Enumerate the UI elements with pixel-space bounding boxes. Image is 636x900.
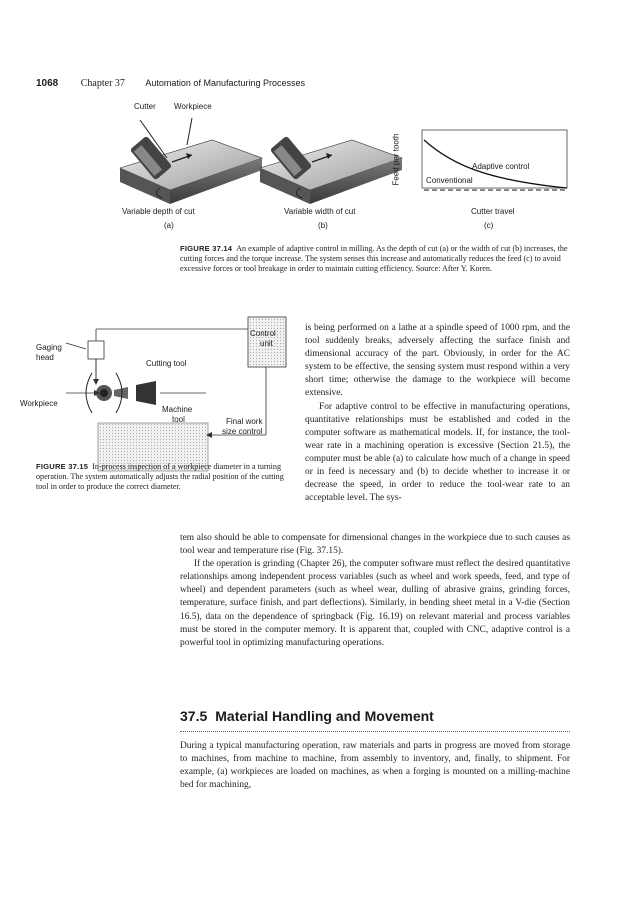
label-feed-per-tooth: Feed per tooth — [391, 133, 401, 186]
paragraph-2: For adaptive control to be effective in manufacturing operations, quantitative relationships must be established and coded in the computer software as mathematical models. If, for instance, the tool-wear rate in a machining operation is excessive (Section 21.5), the computer must be able (a) to calculate how much of a change in speed or in feed is necessary and (b) to decide whether to increase it or decrease the speed, in order to reduce the tool-wear rate to an acceptable level. The sys- — [305, 401, 570, 504]
label-part-b: (b) — [318, 221, 328, 230]
label-adaptive-control: Adaptive control — [472, 162, 530, 171]
figure-37-15 — [20, 315, 298, 475]
section-paragraph-1: During a typical manufacturing operation, raw materials and parts in progress are moved from storage to machines, from machine to machine, from assembly to inventory, and, finally, to shipment. For example, (a) workpieces are loaded on machines, as when a forging is mounted on a milling-machine bed for machining, — [180, 741, 570, 791]
chapter-label: Chapter 37 — [80, 78, 125, 89]
label-variable-depth: Variable depth of cut — [122, 207, 195, 216]
paragraph-1: is being performed on a lathe at a spindle speed of 1000 rpm, and the tool suddenly breaks, adversely affecting the surface finish and dimensional accuracy of the part. Obviously, in order for the AC system to be effective, the sensing system must respond within a very short time; otherwise the damage to the workpiece will become extensive. — [305, 323, 570, 399]
figure-37-14-caption-label: FIGURE 37.14 — [180, 244, 233, 253]
section-title: Material Handling and Movement — [215, 708, 434, 724]
page-number: 1068 — [36, 78, 59, 89]
label-workpiece: Workpiece — [174, 102, 212, 111]
figure-37-14 — [112, 100, 587, 235]
figure-37-15-caption-label: FIGURE 37.15 — [36, 462, 89, 471]
label-machine: Machine — [162, 405, 193, 414]
paragraph-3: If the operation is grinding (Chapter 26), the computer software must reflect the desired quantitative relationships among independent process variables (such as wheel and work speeds, feed, and type of wheel) and dependent parameters (such as wheel wear, dulling of abrasive grains, grinding forces, temperature, surface finish, and part deflections). Similarly, in bending sheet metal in a V-die (Section 16.5), data on the dependence of springback (Fig. 16.19) on relevant material and process variables must be stored in the computer memory. It is apparent that, coupled with CNC, adaptive control is a powerful tool in optimizing manufacturing operations. — [180, 559, 570, 648]
label-cutting-tool: Cutting tool — [146, 359, 187, 368]
milling-diagram-a — [120, 118, 262, 204]
section-heading — [180, 708, 434, 724]
label-cutter: Cutter — [134, 102, 156, 111]
label-final-work: Final work — [226, 417, 263, 426]
label-tool: tool — [172, 415, 185, 424]
figure-37-15-caption — [36, 462, 286, 492]
label-variable-width: Variable width of cut — [284, 207, 356, 216]
label-unit: unit — [260, 339, 273, 348]
body-full-width — [180, 532, 570, 650]
label-gaging: Gaging — [36, 343, 62, 352]
paragraph-2-continued: tem also should be able to compensate for dimensional changes in the workpiece due to such causes as tool wear and temperature rise (Fig. 37.15). — [180, 533, 570, 557]
body-column-right — [305, 322, 570, 505]
section-number: 37.5 — [180, 708, 208, 724]
milling-diagram-b — [260, 136, 402, 204]
label-head: head — [36, 353, 54, 362]
figure-37-15-caption-text: In-process inspection of a workpiece diameter in a turning operation. The system automatically adjusts the radial position of the cutting tool in order to produce the correct diameter. — [36, 462, 284, 491]
label-control: Control — [250, 329, 276, 338]
section-body — [180, 740, 570, 792]
label-conventional: Conventional — [426, 176, 473, 185]
label-cutter-travel: Cutter travel — [471, 207, 515, 216]
running-header — [36, 78, 305, 89]
figure-37-15-art — [36, 315, 298, 475]
chapter-title: Automation of Manufacturing Processes — [145, 78, 305, 88]
section-rule — [180, 731, 570, 732]
figure-37-14-caption — [180, 244, 570, 274]
label-part-c: (c) — [484, 221, 494, 230]
label-part-a: (a) — [164, 221, 174, 230]
label-size-control: size control — [222, 427, 263, 436]
label-workpiece-15: Workpiece — [20, 399, 58, 408]
figure-37-14-caption-text: An example of adaptive control in milling. As the depth of cut (a) or the width of cut (b) increases, the cutting forces and the torque increase. The system senses this increase and automatically reduces the feed (c) to avoid excessive forces or tool breakage in order to maintain cutting efficiency. Source: After Y. Koren. — [180, 244, 568, 273]
